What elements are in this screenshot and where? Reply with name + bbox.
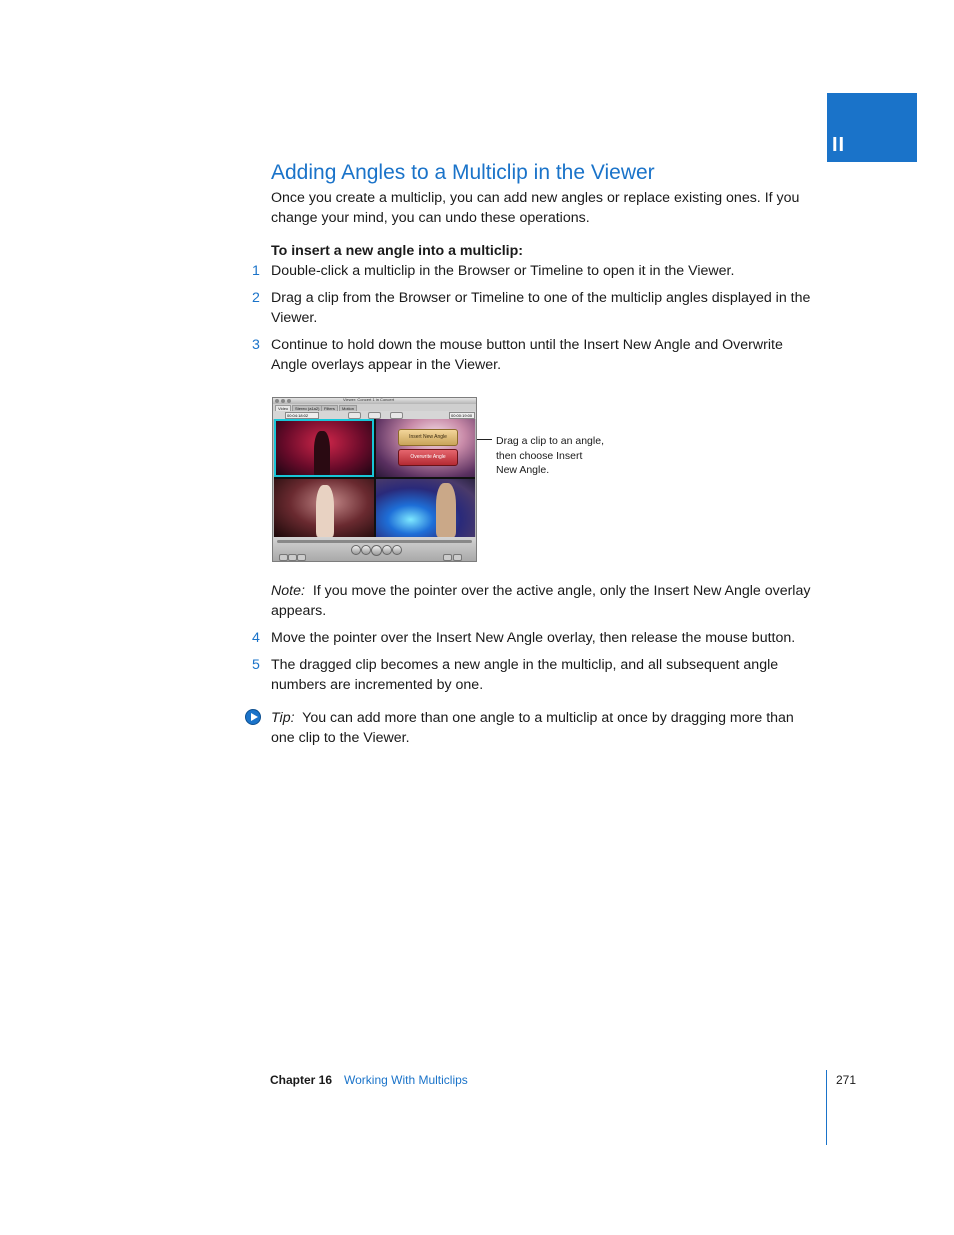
tip-label: Tip: <box>271 710 295 726</box>
mark-out-icon <box>453 554 462 561</box>
tab-motion: Motion <box>339 405 357 412</box>
step-number: 2 <box>252 290 260 306</box>
section-title: Adding Angles to a Multiclip in the Viewer <box>271 161 655 184</box>
next-edit-icon <box>392 545 402 555</box>
procedure-heading: To insert a new angle into a multiclip: <box>271 243 523 259</box>
step-number: 5 <box>252 657 260 673</box>
multiclip-popup <box>390 412 403 419</box>
add-keyframe-icon <box>297 554 306 561</box>
insert-new-angle-overlay: Insert New Angle <box>398 429 458 446</box>
part-tab <box>827 93 917 162</box>
tip-text: You can add more than one angle to a multiclip at once by dragging more than one clip to the Viewer. <box>271 710 794 746</box>
overwrite-angle-overlay: Overwrite Angle <box>398 449 458 466</box>
play-icon <box>371 545 382 556</box>
previous-edit-icon <box>351 545 361 555</box>
step-text: Drag a clip from the Browser or Timeline to one of the multiclip angles displayed in the Viewer. <box>271 290 811 326</box>
footer-chapter-number: Chapter 16 <box>270 1073 333 1087</box>
mark-clip-icon <box>288 554 297 561</box>
step-number: 1 <box>252 263 260 279</box>
zoom-popup <box>348 412 361 419</box>
performer-figure <box>436 483 456 537</box>
angle-4-video <box>376 479 475 537</box>
callout-leader-line <box>477 439 492 440</box>
timecode-current: 00:00:19:00 <box>449 412 475 419</box>
viewer-tabs <box>273 404 476 411</box>
viewer-window-title: Viewer: Concert 1 in Concert <box>343 397 395 402</box>
play-around-icon <box>382 545 392 555</box>
scrubber-bar <box>277 540 472 543</box>
page-number: 271 <box>836 1073 857 1087</box>
note-label: Note: <box>271 583 305 599</box>
note-paragraph <box>271 581 816 621</box>
mark-in-icon <box>443 554 452 561</box>
step-text: Continue to hold down the mouse button until the Insert New Angle and Overwrite Angle overlays appear in the Viewer. <box>271 337 783 373</box>
viewer-control-bar <box>273 411 476 419</box>
intro-paragraph: Once you create a multiclip, you can add new angles or replace existing ones. If you change your mind, you can undo these operations. <box>271 190 800 226</box>
play-in-out-icon <box>361 545 371 555</box>
step-number: 3 <box>252 337 260 353</box>
note-text: If you move the pointer over the active angle, only the Insert New Angle overlay appears. <box>271 583 811 619</box>
footer-chapter-title[interactable]: Working With Multiclips <box>344 1073 468 1087</box>
performer-figure <box>316 485 334 537</box>
multiclip-angle-grid <box>274 419 475 537</box>
tab-video: Video <box>275 405 291 412</box>
angle-1-video <box>274 419 374 477</box>
tab-stereo: Stereo (a1a2) <box>292 405 322 412</box>
footer-divider <box>826 1070 827 1145</box>
view-popup <box>368 412 381 419</box>
part-tab-label: II <box>832 134 846 156</box>
viewer-transport-bar <box>273 537 476 561</box>
angle-2-video <box>376 419 475 477</box>
step-text: Move the pointer over the Insert New Angle overlay, then release the mouse button. <box>271 630 796 646</box>
active-angle-highlight <box>274 419 374 477</box>
step-text: Double-click a multiclip in the Browser or Timeline to open it in the Viewer. <box>271 263 735 279</box>
minimize-window-icon <box>281 399 285 403</box>
figure-callout: Drag a clip to an angle, then choose Insert New Angle. <box>496 435 604 476</box>
match-frame-icon <box>279 554 288 561</box>
timecode-duration: 00:04:18:02 <box>285 412 319 419</box>
zoom-window-icon <box>287 399 291 403</box>
tip-arrow-icon <box>245 709 261 725</box>
viewer-screenshot <box>272 397 477 562</box>
tab-filters: Filters <box>321 405 338 412</box>
step-number: 4 <box>252 630 260 646</box>
tip-paragraph <box>271 708 816 748</box>
angle-3-video <box>274 479 374 537</box>
step-text: The dragged clip becomes a new angle in the multiclip, and all subsequent angle numbers are incremented by one. <box>271 657 779 693</box>
close-window-icon <box>275 399 279 403</box>
